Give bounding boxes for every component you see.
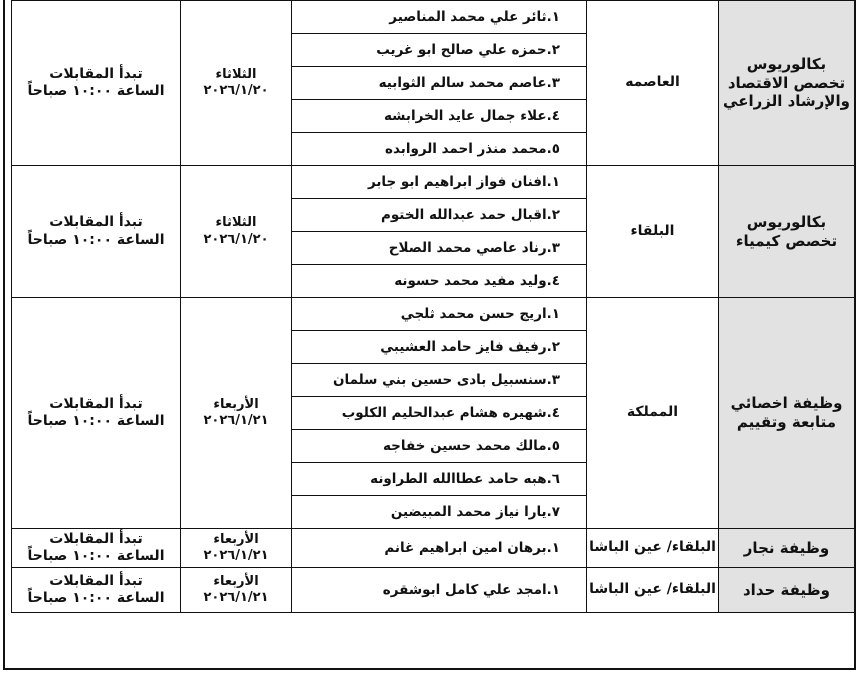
interview-time-cell (12, 166, 181, 298)
candidate-name-cell: ٢.رفيف فايز حامد العشيبي (292, 331, 587, 364)
candidate-name-cell: ١.برهان امين ابراهيم غانم (292, 529, 587, 568)
location-cell: البلقاء/ عين الباشا (587, 568, 719, 613)
candidate-name-cell: ٣.رناد عاصي محمد الصلاح (292, 232, 587, 265)
interview-time: الساعة ١٠:٠٠ صباحاً (27, 413, 165, 429)
interview-start-label: تبدأ المقابلات (49, 530, 143, 547)
interview-time: الساعة ١٠:٠٠ صباحاً (27, 548, 165, 564)
interview-day: الأربعاء (213, 573, 259, 589)
interview-date-cell (181, 1, 292, 166)
interview-date-cell (181, 568, 292, 613)
candidate-name-cell: ٦.هبه حامد عطاالله الطراونه (292, 463, 587, 496)
interview-start-label: تبدأ المقابلات (49, 65, 143, 82)
location-cell: البلقاء (587, 166, 719, 298)
table-row (12, 1, 855, 34)
interview-start-label: تبدأ المقابلات (49, 572, 143, 589)
candidate-name-cell: ٤.وليد مفيد محمد حسونه (292, 265, 587, 298)
interview-day: الأربعاء (213, 531, 259, 547)
table-row (12, 298, 855, 331)
candidate-name-cell: ٢.حمزه علي صالح ابو غريب (292, 34, 587, 67)
interview-time-cell (12, 568, 181, 613)
job-title-cell: وظيفة نجار (719, 529, 855, 568)
location-cell: المملكة (587, 298, 719, 529)
interview-date-cell (181, 529, 292, 568)
interview-time: الساعة ١٠:٠٠ صباحاً (27, 83, 165, 99)
candidate-name-cell: ٥.محمد منذر احمد الروابده (292, 133, 587, 166)
interview-date: ٢٠٢٦/١/٢١ (203, 413, 269, 428)
interview-day: الثلاثاء (215, 215, 257, 231)
interview-schedule-table (11, 0, 855, 613)
candidate-name-cell: ٧.يارا نياز محمد المبيضين (292, 496, 587, 529)
candidate-name-cell: ٣.عاصم محمد سالم الثوابيه (292, 67, 587, 100)
table-row (12, 166, 855, 199)
interview-start-label: تبدأ المقابلات (49, 395, 143, 412)
location-cell: العاصمه (587, 1, 719, 166)
job-title-cell: بكالوريوس تخصص كيمياء (719, 166, 855, 298)
candidate-name-cell: ٥.مالك محمد حسين خفاجه (292, 430, 587, 463)
job-title-cell: بكالوريوس تخصص الاقتصاد والإرشاد الزراعي (719, 1, 855, 166)
interview-time-cell (12, 529, 181, 568)
candidate-name-cell: ١.افنان فواز ابراهيم ابو جابر (292, 166, 587, 199)
candidate-name-cell: ٣.سنسبيل بادى حسين بني سلمان (292, 364, 587, 397)
interview-date: ٢٠٢٦/١/٢١ (203, 590, 269, 605)
table-row (12, 529, 855, 568)
location-cell: البلقاء/ عين الباشا (587, 529, 719, 568)
job-title-cell: وظيفة اخصائي متابعة وتقييم (719, 298, 855, 529)
candidate-name-cell: ١.امجد علي كامل ابوشقره (292, 568, 587, 613)
candidate-name-cell: ٢.اقبال حمد عبدالله الختوم (292, 199, 587, 232)
interview-date-cell (181, 166, 292, 298)
interview-start-label: تبدأ المقابلات (49, 214, 143, 230)
interview-day: الثلاثاء (215, 66, 257, 82)
interview-time: الساعة ١٠:٠٠ صباحاً (27, 231, 165, 248)
schedule-body (12, 1, 855, 613)
candidate-name-cell: ٤.شهيره هشام عبدالحليم الكلوب (292, 397, 587, 430)
interview-date: ٢٠٢٦/١/٢٠ (203, 231, 269, 247)
job-title-cell: وظيفة حداد (719, 568, 855, 613)
table-row (12, 568, 855, 613)
candidate-name-cell: ١.اريج حسن محمد ثلجي (292, 298, 587, 331)
interview-date: ٢٠٢٦/١/٢١ (203, 548, 269, 563)
candidate-name-cell: ١.ثائر علي محمد المناصير (292, 1, 587, 34)
interview-time-cell (12, 298, 181, 529)
interview-date-cell (181, 298, 292, 529)
interview-date: ٢٠٢٦/١/٢٠ (203, 83, 269, 98)
candidate-name-cell: ٤.علاء جمال عايد الخرابشه (292, 100, 587, 133)
interview-time-cell (12, 1, 181, 166)
interview-day: الأربعاء (213, 396, 259, 412)
interview-time: الساعة ١٠:٠٠ صباحاً (27, 590, 165, 606)
